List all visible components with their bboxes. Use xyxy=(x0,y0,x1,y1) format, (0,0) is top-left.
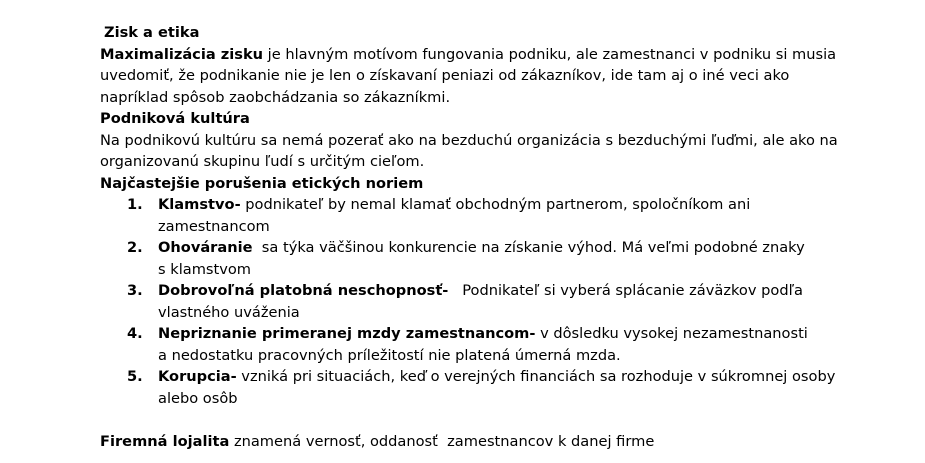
document-title: Zisk a etika xyxy=(104,24,200,41)
list-item xyxy=(100,194,900,237)
list-item-number: 5. xyxy=(127,368,143,385)
list-item-number: 1. xyxy=(127,196,143,213)
list-item-continuation: vlastného uváženia xyxy=(158,303,300,321)
list-item xyxy=(100,366,900,409)
profit-paragraph xyxy=(100,44,900,109)
list-item-text: Podnikateľ si vyberá splácanie záväzkov podľa xyxy=(448,282,803,299)
violations-section xyxy=(100,173,900,410)
list-item-number: 2. xyxy=(127,239,143,256)
violations-heading: Najčastejšie porušenia etických noriem xyxy=(100,174,424,192)
profit-text-line-2: uvedomiť, že podnikanie nie je len o získavaní peniazi od zákazníkov, ide tam aj o iné veci ako xyxy=(100,67,790,84)
violations-list xyxy=(100,194,900,409)
list-item-term: Ohováranie xyxy=(158,239,253,256)
culture-section xyxy=(100,108,900,173)
list-item-term: Klamstvo- xyxy=(158,196,241,213)
list-item-continuation: a nedostatku pracovných príležitostí nie platená úmerná mzda. xyxy=(158,346,621,364)
list-item xyxy=(100,237,900,280)
list-item-term: Dobrovoľná platobná neschopnosť- xyxy=(158,282,449,299)
loyalty-term: Firemná lojalita xyxy=(100,432,230,450)
list-item-term: Nepriznanie primeranej mzdy zamestnancom- xyxy=(158,325,536,342)
list-item xyxy=(100,280,900,323)
profit-term: Maximalizácia zisku xyxy=(100,45,264,63)
profit-text-line-3: napríklad spôsob zaobchádzania so zákazníkmi. xyxy=(100,88,451,106)
list-item-number: 3. xyxy=(127,282,143,299)
list-item xyxy=(100,323,900,366)
culture-text-line-1: Na podnikovú kultúru sa nemá pozerať ako na bezduchú organizácia s bezduchými ľuďmi, ale ako na xyxy=(100,131,838,149)
list-item-text: vzniká pri situaciách, keď o verejných financiách sa rozhoduje v súkromnej osoby xyxy=(236,368,836,385)
loyalty-text: znamená vernosť, oddanosť zamestnancov k danej firme xyxy=(229,432,655,450)
culture-text-line-2: organizovanú skupinu ľudí s určitým cieľom. xyxy=(100,153,425,170)
culture-heading: Podniková kultúra xyxy=(100,110,250,127)
list-item-number: 4. xyxy=(127,325,143,342)
list-item-continuation: s klamstvom xyxy=(158,260,252,278)
list-item-continuation: alebo osôb xyxy=(158,389,238,407)
loyalty-paragraph xyxy=(100,431,900,453)
list-item-text: podnikateľ by nemal klamať obchodným partnerom, spoločníkom ani xyxy=(240,196,751,213)
list-item-term: Korupcia- xyxy=(158,368,237,385)
spacer xyxy=(100,409,900,431)
list-item-continuation: zamestnancom xyxy=(158,217,270,235)
list-item-text: sa týka väčšinou konkurencie na získanie výhod. Má veľmi podobné znaky xyxy=(252,239,805,256)
profit-text-line-1: je hlavným motívom fungovania podniku, ale zamestnanci v podniku si musia xyxy=(263,45,837,63)
document-page xyxy=(100,22,900,452)
list-item-text: v dôsledku vysokej nezamestnanosti xyxy=(535,325,808,342)
